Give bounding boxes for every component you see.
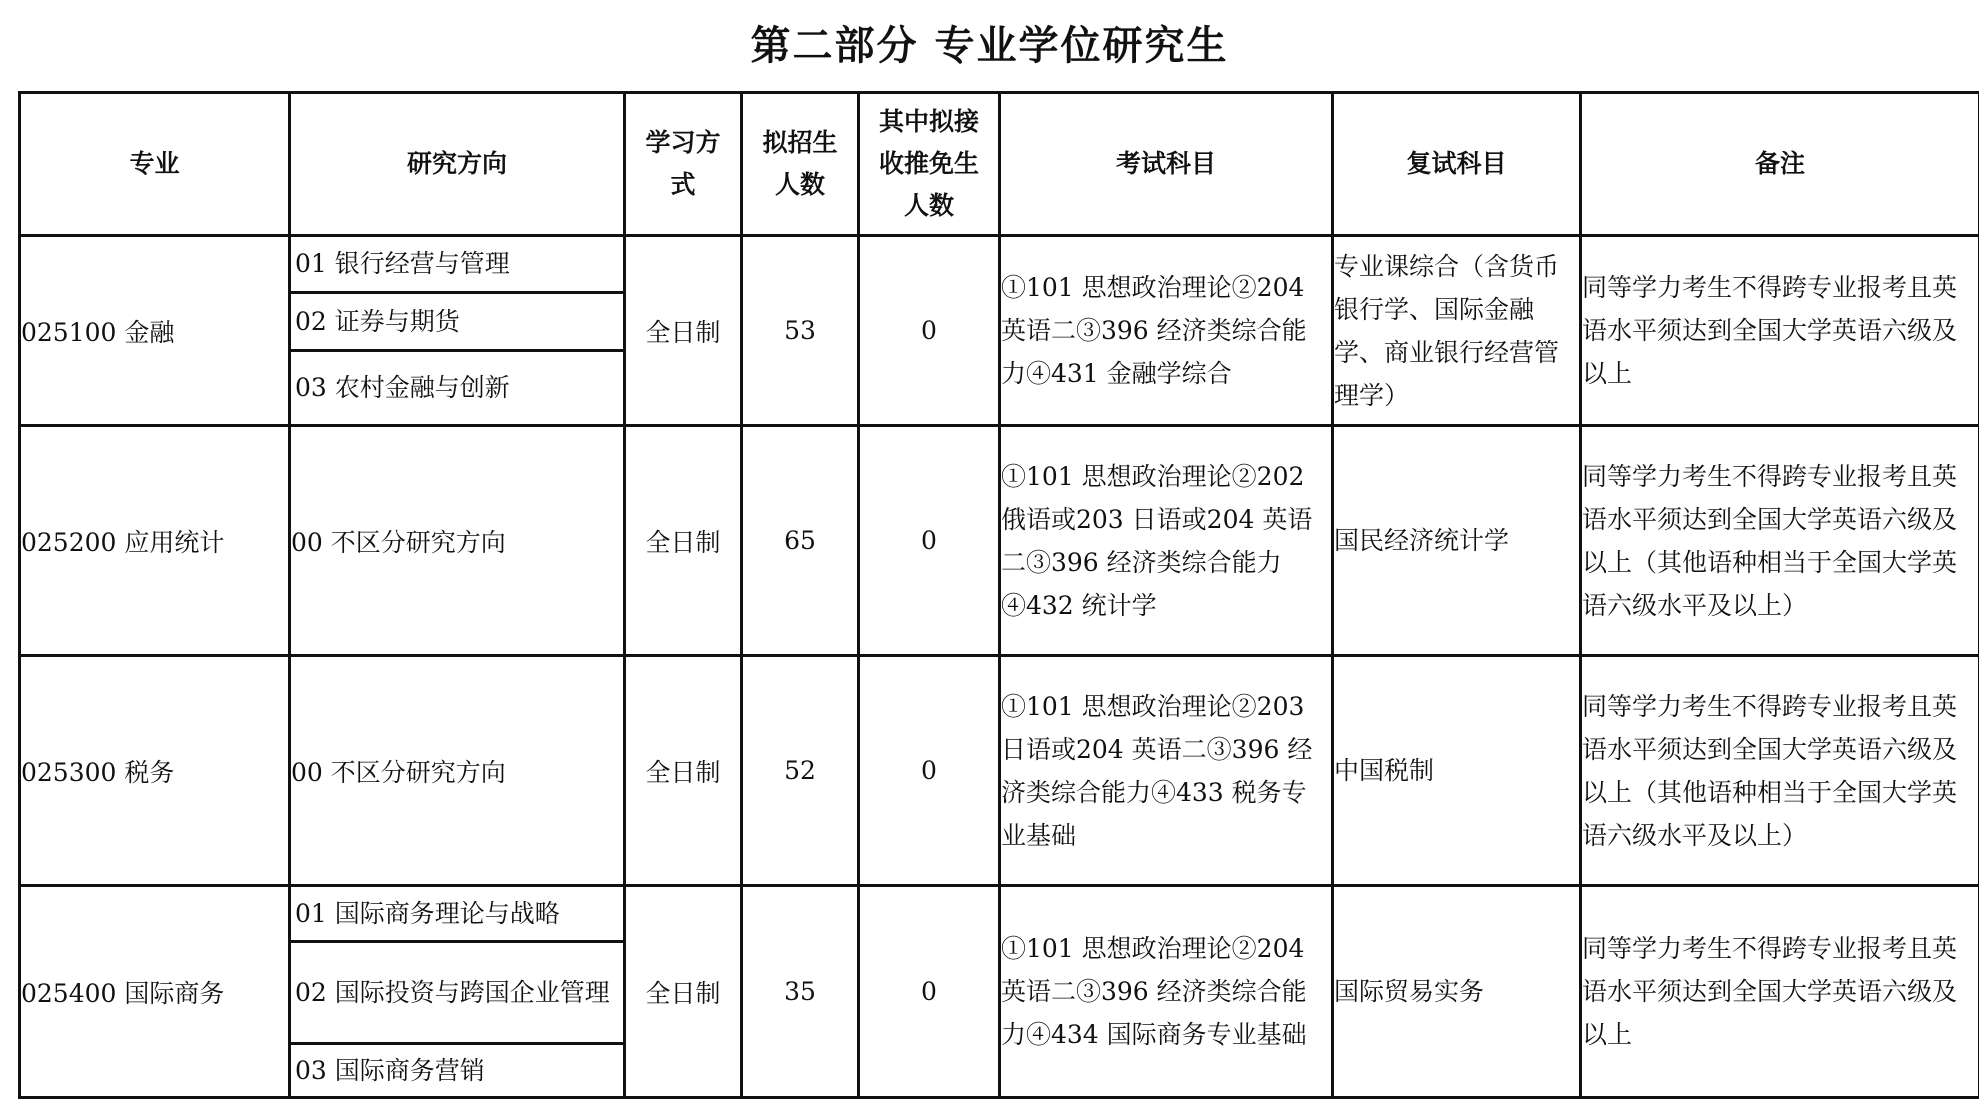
major-cell: 025400 国际商务 (20, 886, 290, 1098)
direction-item: 03 国际商务营销 (295, 1055, 485, 1085)
header-exempt: 其中拟接收推免生人数 (859, 93, 1000, 236)
exempt-cell: 0 (859, 426, 1000, 656)
quota-cell: 35 (742, 886, 859, 1098)
exam-subjects-cell: ①101 思想政治理论②204 英语二③396 经济类综合能力④434 国际商务专业基础 (1000, 886, 1333, 1098)
header-retest: 复试科目 (1333, 93, 1581, 236)
direction-item: 02 国际投资与跨国企业管理 (291, 943, 623, 1045)
header-row (20, 93, 1979, 236)
header-quota: 拟招生人数 (742, 93, 859, 236)
quota-cell: 65 (742, 426, 859, 656)
retest-subjects-cell: 中国税制 (1333, 656, 1581, 886)
exempt-cell: 0 (859, 656, 1000, 886)
retest-subjects-cell: 国民经济统计学 (1333, 426, 1581, 656)
direction-cell (290, 236, 625, 426)
retest-subjects-cell: 专业课综合（含货币银行学、国际金融学、商业银行经营管理学） (1333, 236, 1581, 426)
header-direction: 研究方向 (290, 93, 625, 236)
direction-cell: 00 不区分研究方向 (290, 426, 625, 656)
direction-item: 01 银行经营与管理 (291, 237, 623, 294)
mode-cell: 全日制 (625, 236, 742, 426)
exempt-cell: 0 (859, 236, 1000, 426)
direction-item: 03 农村金融与创新 (295, 373, 510, 402)
direction-cell: 00 不区分研究方向 (290, 656, 625, 886)
notes-cell: 同等学力考生不得跨专业报考且英语水平须达到全国大学英语六级及以上（其他语种相当于全国大学英语六级水平及以上） (1581, 426, 1979, 656)
major-cell: 025100 金融 (20, 236, 290, 426)
direction-cell (290, 886, 625, 1098)
header-major: 专业 (20, 93, 290, 236)
exempt-cell: 0 (859, 886, 1000, 1098)
exam-subjects-cell: ①101 思想政治理论②204 英语二③396 经济类综合能力④431 金融学综合 (1000, 236, 1333, 426)
table-row (20, 426, 1979, 656)
notes-cell: 同等学力考生不得跨专业报考且英语水平须达到全国大学英语六级及以上 (1581, 236, 1979, 426)
notes-cell: 同等学力考生不得跨专业报考且英语水平须达到全国大学英语六级及以上 (1581, 886, 1979, 1098)
header-mode: 学习方式 (625, 93, 742, 236)
exam-subjects-cell: ①101 思想政治理论②203 日语或204 英语二③396 经济类综合能力④433 税务专业基础 (1000, 656, 1333, 886)
table-row (20, 886, 1979, 1098)
header-exam: 考试科目 (1000, 93, 1333, 236)
admissions-table (18, 91, 1979, 1099)
major-cell: 025300 税务 (20, 656, 290, 886)
table-row (20, 236, 1979, 426)
table-row (20, 656, 1979, 886)
quota-cell: 52 (742, 656, 859, 886)
mode-cell: 全日制 (625, 886, 742, 1098)
mode-cell: 全日制 (625, 426, 742, 656)
header-notes: 备注 (1581, 93, 1979, 236)
direction-item: 01 国际商务理论与战略 (291, 887, 623, 943)
page-title: 第二部分 专业学位研究生 (750, 23, 1229, 69)
major-cell: 025200 应用统计 (20, 426, 290, 656)
mode-cell: 全日制 (625, 656, 742, 886)
exam-subjects-cell: ①101 思想政治理论②202 俄语或203 日语或204 英语二③396 经济类综合能力④432 统计学 (1000, 426, 1333, 656)
quota-cell: 53 (742, 236, 859, 426)
notes-cell: 同等学力考生不得跨专业报考且英语水平须达到全国大学英语六级及以上（其他语种相当于全国大学英语六级水平及以上） (1581, 656, 1979, 886)
retest-subjects-cell: 国际贸易实务 (1333, 886, 1581, 1098)
direction-item: 02 证券与期货 (291, 294, 623, 352)
